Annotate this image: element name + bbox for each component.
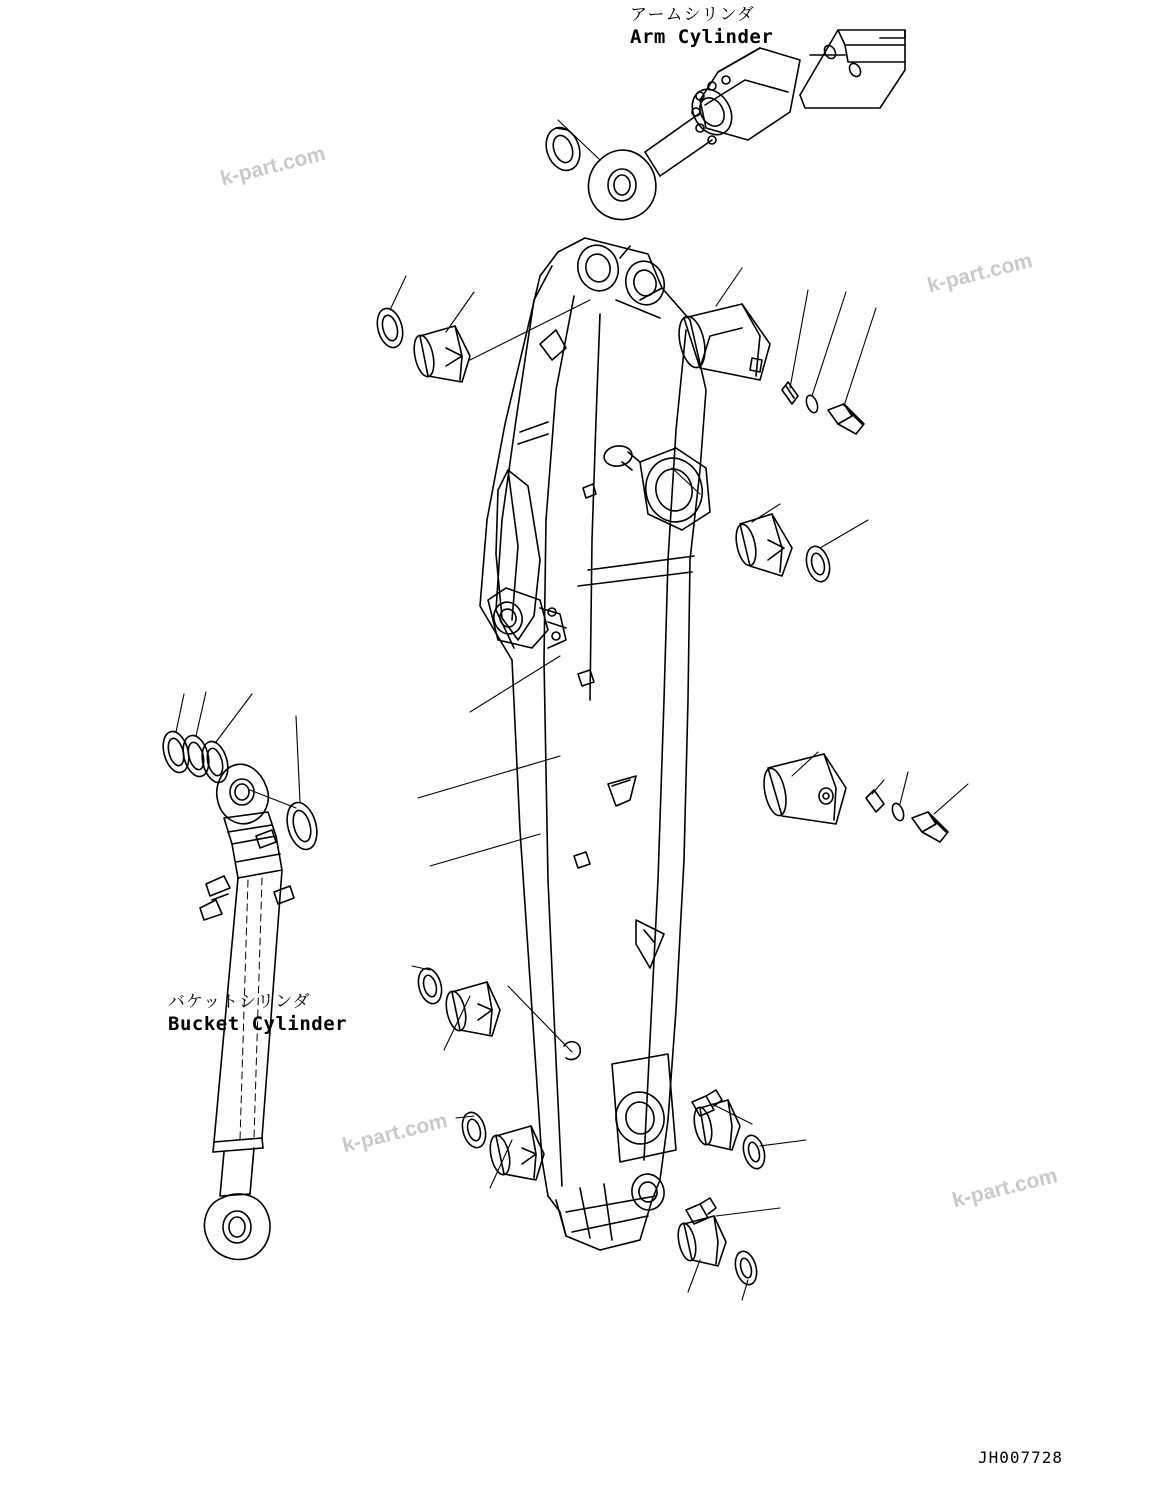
label-arm-cylinder-en: Arm Cylinder [630, 26, 774, 49]
label-arm-cylinder [630, 5, 773, 50]
watermark: k-part.com [340, 1109, 450, 1158]
leader-lines [176, 120, 968, 1300]
pin-parts [675, 304, 846, 824]
watermark: k-part.com [925, 249, 1035, 298]
bushing-parts [411, 326, 740, 1266]
arm-body [480, 238, 710, 1250]
label-bucket-cylinder-en: Bucket Cylinder [168, 1013, 348, 1036]
label-bucket-cylinder-jp: バケットシリンダ [168, 992, 311, 1012]
drawing-number: JH007728 [978, 1448, 1064, 1467]
arm-cylinder-part [540, 30, 905, 220]
bolt-parts [686, 382, 948, 1224]
label-arm-cylinder-jp: アームシリンダ [630, 5, 755, 25]
label-bucket-cylinder [168, 992, 347, 1037]
watermark: k-part.com [218, 142, 328, 191]
watermark: k-part.com [950, 1164, 1060, 1213]
